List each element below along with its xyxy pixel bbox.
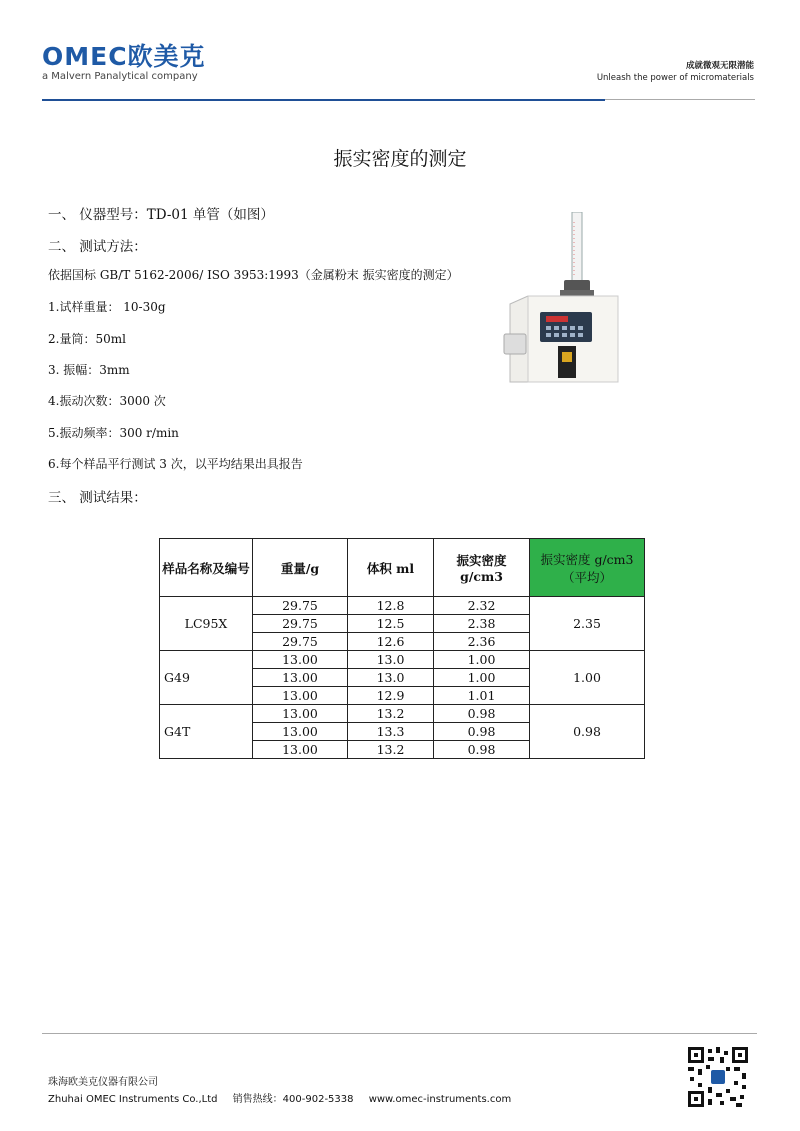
method-item: 4.振动次数：3000 次 — [48, 394, 166, 408]
qr-code-icon — [686, 1045, 750, 1109]
density-cell: 0.98 — [434, 723, 530, 741]
volume-cell: 12.6 — [348, 633, 434, 651]
table-row — [160, 597, 645, 615]
volume-cell: 12.5 — [348, 615, 434, 633]
sample-name: LC95X — [160, 597, 253, 651]
header-volume: 体积 ml — [348, 539, 434, 597]
average-density-cell: 0.98 — [530, 705, 645, 759]
document-title: 振实密度的测定 — [333, 148, 467, 170]
tap-density-tester-image — [500, 212, 630, 392]
density-cell: 1.01 — [434, 687, 530, 705]
method-basis: 依据国标 GB/T 5162-2006/ ISO 3953:1993（金属粉末 振实密度的测定） — [48, 268, 459, 282]
tagline-cn: 成就微观无限潜能 — [685, 61, 754, 71]
table-row — [160, 651, 645, 669]
weight-cell: 13.00 — [253, 669, 348, 687]
density-cell: 2.32 — [434, 597, 530, 615]
weight-cell: 13.00 — [253, 741, 348, 759]
density-cell: 1.00 — [434, 651, 530, 669]
header-weight: 重量/g — [253, 539, 348, 597]
method-item: 5.振动频率：300 r/min — [48, 426, 179, 440]
section-test-method: 二、 测试方法： — [48, 239, 147, 255]
volume-cell: 12.8 — [348, 597, 434, 615]
section-test-results: 三、 测试结果： — [48, 490, 147, 506]
tagline-en: Unleash the power of micromaterials — [596, 73, 754, 83]
tagline — [597, 60, 754, 84]
volume-cell: 13.2 — [348, 741, 434, 759]
logo-text: OMEC欧美克 — [42, 42, 206, 71]
method-item: 3. 振幅：3mm — [48, 363, 130, 377]
volume-cell: 13.0 — [348, 651, 434, 669]
weight-cell: 13.00 — [253, 705, 348, 723]
volume-cell: 13.3 — [348, 723, 434, 741]
volume-cell: 12.9 — [348, 687, 434, 705]
footer-website: www.omec-instruments.com — [368, 1094, 512, 1105]
density-cell: 0.98 — [434, 705, 530, 723]
table-row — [160, 705, 645, 723]
volume-cell: 13.2 — [348, 705, 434, 723]
density-cell: 1.00 — [434, 669, 530, 687]
header-divider-accent — [42, 99, 605, 101]
sample-name: G49 — [160, 651, 253, 705]
weight-cell: 29.75 — [253, 615, 348, 633]
weight-cell: 13.00 — [253, 687, 348, 705]
weight-cell: 29.75 — [253, 597, 348, 615]
footer-company-en: Zhuhai OMEC Instruments Co.,Ltd — [48, 1094, 218, 1105]
header-divider — [42, 99, 755, 100]
header-sample-name: 样品名称及编号 — [160, 539, 253, 597]
omec-logo — [42, 44, 206, 82]
average-density-cell: 1.00 — [530, 651, 645, 705]
header-tap-density-average: 振实密度 g/cm3（平均） — [530, 539, 645, 597]
volume-cell: 13.0 — [348, 669, 434, 687]
footer-contact — [48, 1090, 523, 1105]
table-header-row — [160, 539, 645, 597]
footer-hotline: 销售热线：400-902-5338 — [232, 1094, 354, 1105]
weight-cell: 13.00 — [253, 723, 348, 741]
header-tap-density: 振实密度 g/cm3 — [434, 539, 530, 597]
section-instrument-model: 一、 仪器型号：TD-01 单管（如图） — [48, 207, 274, 223]
method-item: 1.试样重量： 10-30g — [48, 300, 166, 314]
logo-subtitle: a Malvern Panalytical company — [42, 71, 198, 82]
sample-name: G4T — [160, 705, 253, 759]
footer-company: 珠海欧美克仪器有限公司 — [48, 1077, 158, 1088]
method-item: 2.量筒：50ml — [48, 332, 126, 346]
density-cell: 2.38 — [434, 615, 530, 633]
results-table — [159, 538, 645, 759]
density-cell: 0.98 — [434, 741, 530, 759]
method-item: 6.每个样品平行测试 3 次，以平均结果出具报告 — [48, 457, 303, 471]
footer-divider — [42, 1033, 757, 1034]
density-cell: 2.36 — [434, 633, 530, 651]
weight-cell: 13.00 — [253, 651, 348, 669]
average-density-cell: 2.35 — [530, 597, 645, 651]
weight-cell: 29.75 — [253, 633, 348, 651]
